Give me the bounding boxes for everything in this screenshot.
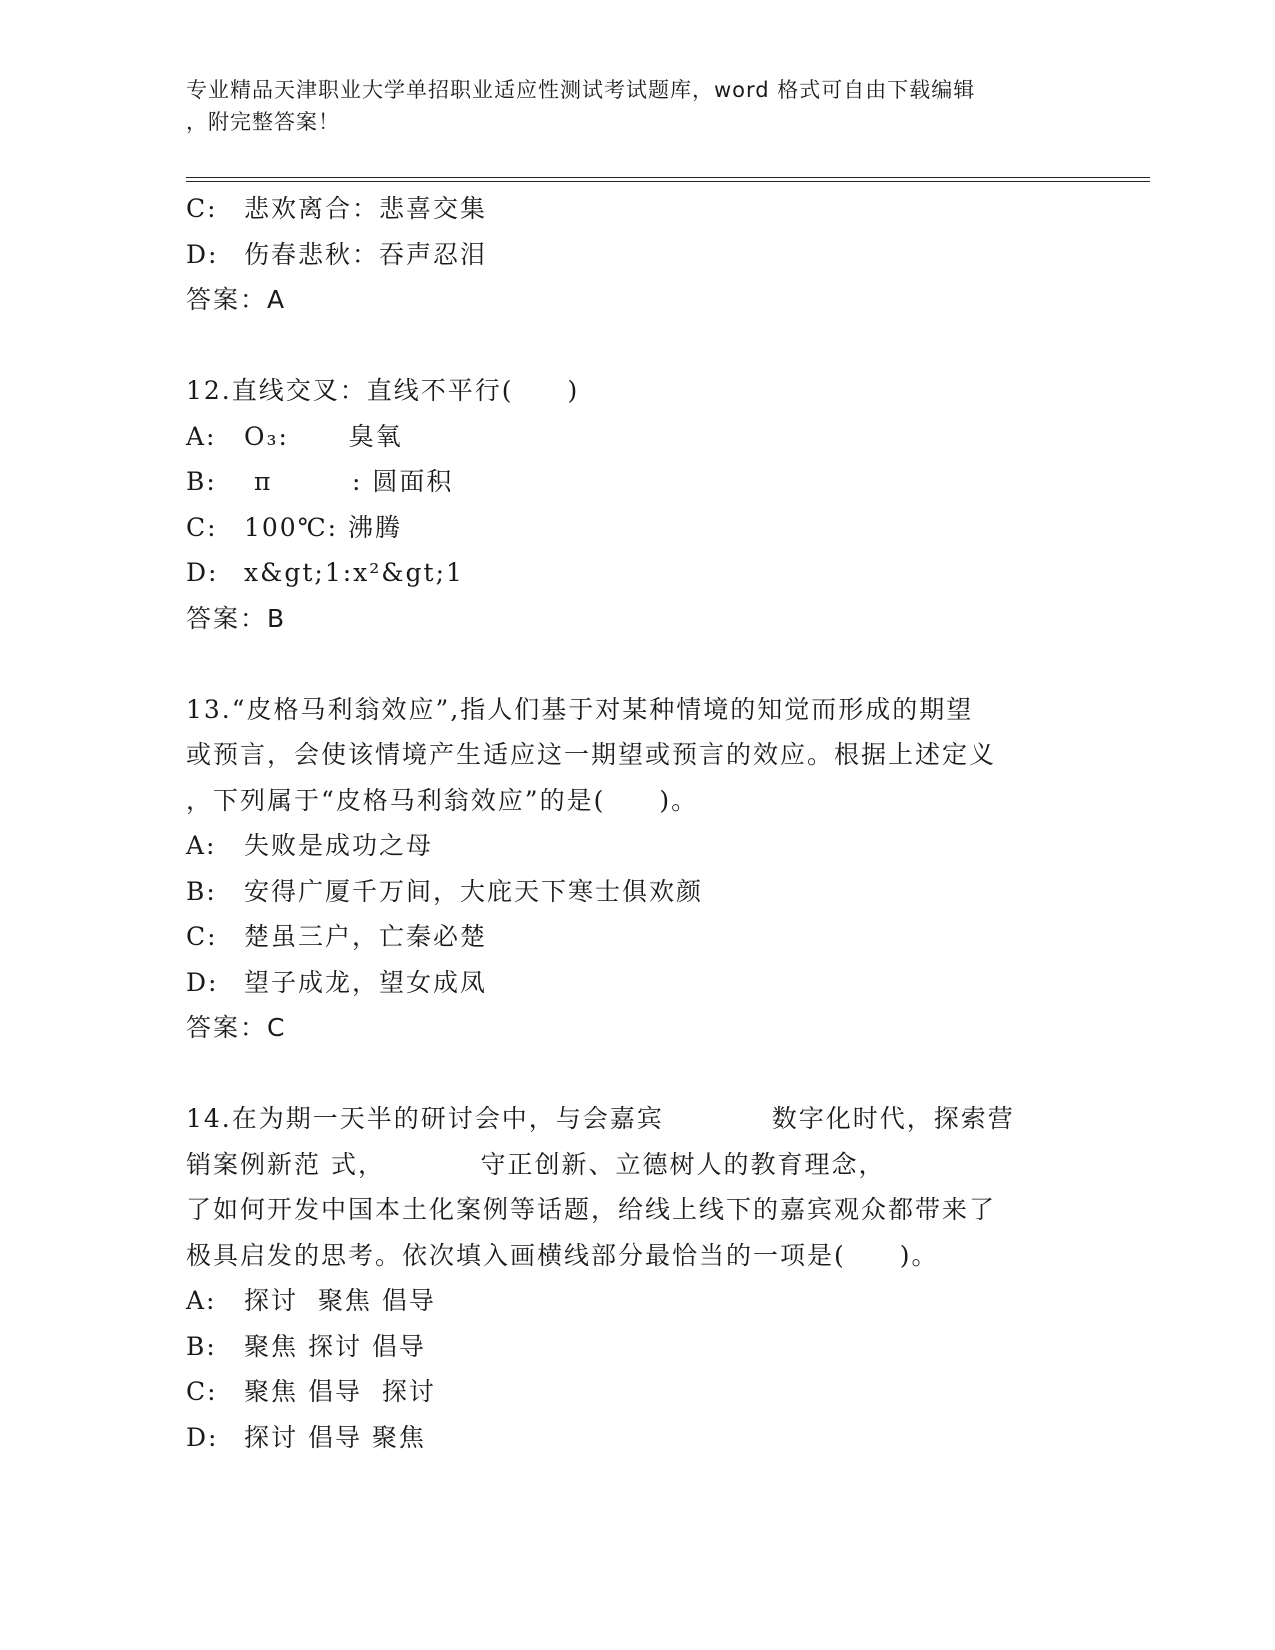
question-13: [186, 687, 1116, 1051]
question-stem: 14.在为期一天半的研讨会中，与会嘉宾 数字化时代，探索营: [186, 1104, 1015, 1133]
option-text: 聚焦 倡导 探讨: [244, 1377, 436, 1406]
option-text: π : 圆面积: [244, 467, 454, 496]
option-label: B:: [186, 876, 217, 906]
option-c: [186, 186, 1116, 232]
option-text: 聚焦 探讨 倡导: [244, 1331, 426, 1361]
question-stem: 极具启发的思考。依次填入画横线部分最恰当的一项是( )。: [186, 1240, 939, 1270]
option-text: 悲欢离合：悲喜交集: [244, 194, 488, 223]
option-label: A:: [186, 831, 217, 860]
document-header: [186, 74, 1066, 138]
option-label: C:: [186, 1377, 218, 1406]
answer: 答案：C: [186, 1013, 287, 1042]
option-text: 楚虽三户，亡秦必楚: [244, 922, 488, 951]
option-text: x&gt;1:x²&gt;1: [244, 558, 464, 587]
option-d: [186, 1415, 1116, 1461]
option-d: [186, 550, 1116, 596]
option-label: C:: [186, 512, 218, 542]
option-d: [186, 232, 1116, 278]
question-stem: 12.直线交叉：直线不平行( ): [186, 376, 580, 405]
option-text: 伤春悲秋：吞声忍泪: [244, 239, 488, 269]
option-label: D:: [186, 239, 219, 269]
option-label: D:: [186, 967, 219, 997]
question-stem: 了如何开发中国本土化案例等话题，给线上线下的嘉宾观众都带来了: [186, 1195, 997, 1224]
question-stem: 销案例新范 式， 守正创新、立德树人的教育理念，: [186, 1149, 886, 1179]
option-text: 探讨 倡导 聚焦: [244, 1422, 426, 1452]
option-text: 失败是成功之母: [244, 831, 434, 860]
question-14: [186, 1096, 1116, 1460]
header-line-2: ，附完整答案！: [186, 110, 340, 134]
option-label: D:: [186, 558, 219, 587]
question-stem: 或预言，会使该情境产生适应这一期望或预言的效应。根据上述定义: [186, 740, 997, 769]
question-stem: 13.“皮格马利翁效应”,指人们基于对某种情境的知觉而形成的期望: [186, 694, 974, 724]
option-text: 探讨 聚焦 倡导: [244, 1286, 436, 1315]
option-label: B:: [186, 467, 217, 496]
option-label: C:: [186, 922, 218, 951]
option-d: [186, 960, 1116, 1006]
option-c: [186, 1369, 1116, 1415]
option-c: [186, 914, 1116, 960]
header-rule-bottom: [186, 181, 1150, 182]
option-b: [186, 459, 1116, 505]
answer: 答案：A: [186, 285, 287, 314]
option-label: D:: [186, 1422, 219, 1452]
question-stem: ，下列属于“皮格马利翁效应”的是( )。: [186, 785, 699, 815]
option-a: [186, 1278, 1116, 1324]
option-label: A:: [186, 421, 217, 451]
option-b: [186, 869, 1116, 915]
option-label: A:: [186, 1286, 217, 1315]
option-label: C:: [186, 194, 218, 223]
option-a: [186, 414, 1116, 460]
option-text: 100℃: 沸腾: [244, 512, 403, 542]
option-c: [186, 505, 1116, 551]
document-body: [186, 186, 1116, 1460]
question-12: [186, 368, 1116, 641]
option-b: [186, 1324, 1116, 1370]
option-label: B:: [186, 1331, 217, 1361]
answer: 答案：B: [186, 603, 287, 633]
option-text: 安得广厦千万间，大庇天下寒士俱欢颜: [244, 876, 704, 906]
question-11-tail: [186, 186, 1116, 323]
header-rule-top: [186, 177, 1150, 178]
header-line-1: 专业精品天津职业大学单招职业适应性测试考试题库，word 格式可自由下载编辑: [186, 78, 976, 102]
option-text: 望子成龙，望女成凤: [244, 967, 488, 997]
option-text: O₃: 臭氧: [244, 421, 403, 451]
option-a: [186, 823, 1116, 869]
